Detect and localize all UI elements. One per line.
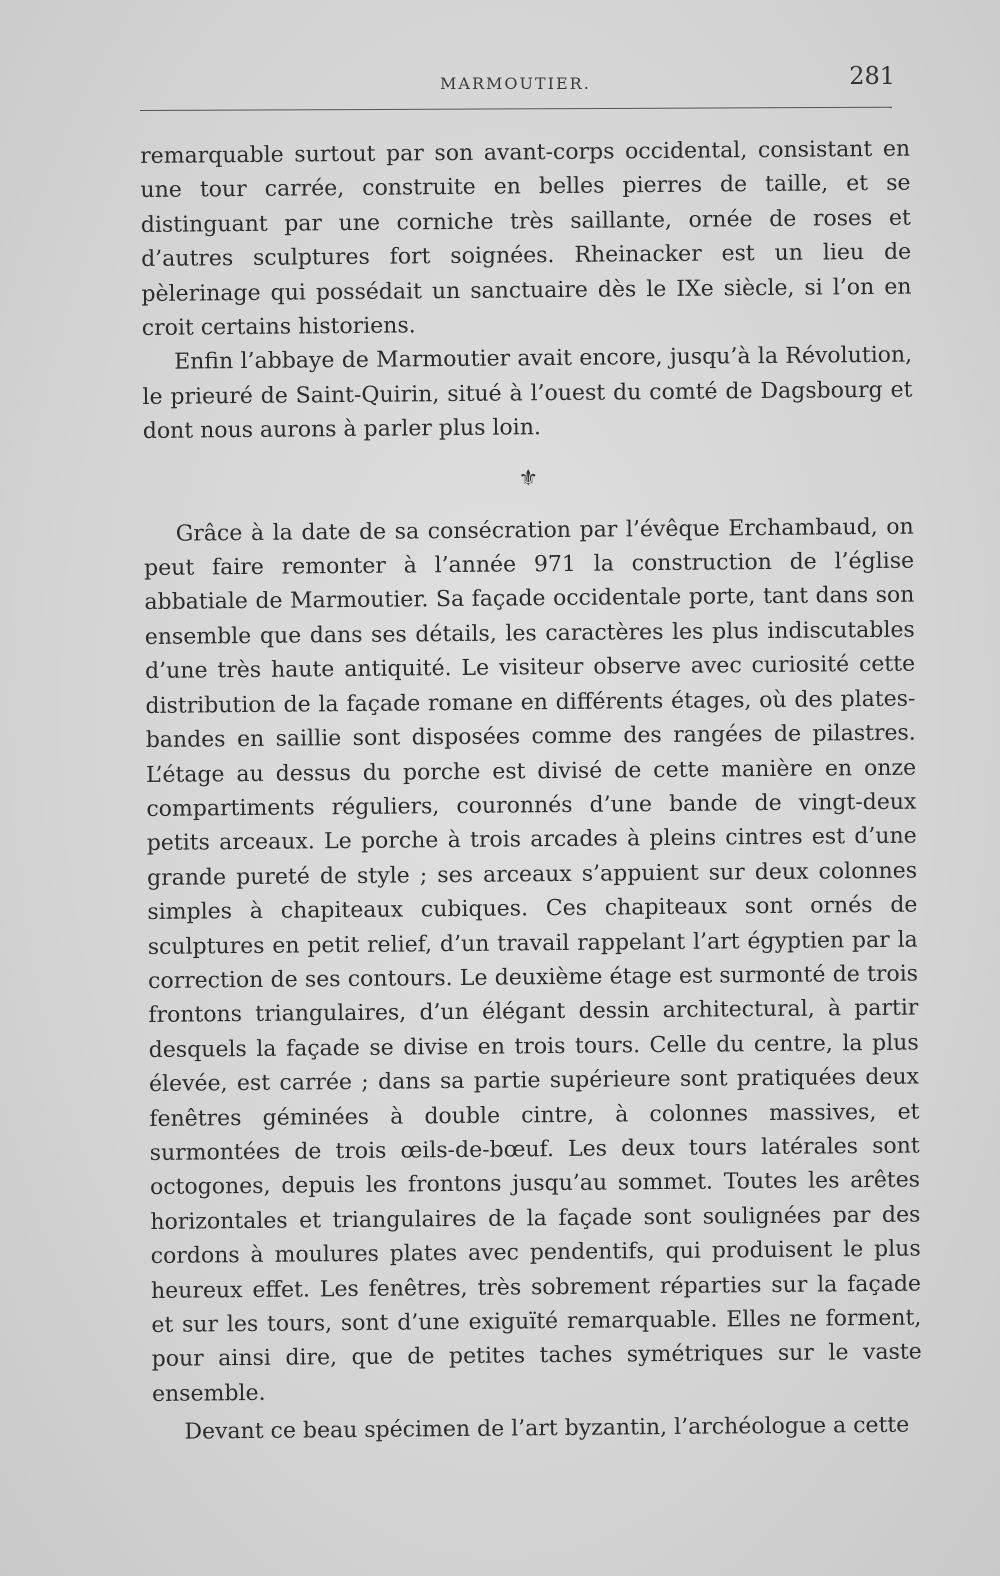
section-ornament-icon: ⚜ <box>518 465 539 492</box>
paragraph-saint-quirin: Enfin l’abbaye de Marmoutier avait encore, jusqu’à la Révolution, le prieuré de Saint-Quirin, situé à l’ouest du comté de Dagsbourg et dont nous aurons à parler plus loin. <box>142 343 913 445</box>
paragraph-continuation: remarquable surtout par son avant-corps occidental, consistant en une tour carrée, construite en belles pierres de taille, et se distinguant par une corniche très saillante, ornée de roses et d’autres sculptures fort soignées. Rheinacker est un lieu de pèlerinage qui possédait un sanctuaire dès le IXe siècle, si l’on en croit certains historiens. <box>140 136 912 342</box>
header-rule <box>140 107 892 111</box>
body-text <box>140 133 923 1451</box>
paragraph-facade: Grâce à la date de sa consécration par l’évêque Erchambaud, on peut faire remonter à l’année 971 la construction de l’église abbatiale de Marmoutier. Sa façade occidentale porte, tant dans son ensemble que dans ses détails, les caractères les plus indiscutables d’une très haute antiquité. Le visiteur observe avec curiosité cette distribution de la façade romane en différents étages, où des plates-bandes en saillie sont disposées comme des rangées de pilastres. L’étage au dessus du porche est divisé de cette manière en onze compartiments réguliers, couronnés d’une bande de vingt-deux petits arceaux. Le porche à trois arcades à pleins cintres est d’une grande pureté de style ; ses arceaux s’appuient sur deux colonnes simples à chapiteaux cubiques. Ces chapiteaux sont ornés de sculptures en petit relief, d’un travail rappelant l’art égyptien par la correction de ses contours. Le deuxième étage est surmonté de trois frontons triangulaires, d’un élégant dessin architectural, à partir desquels la façade se divise en trois tours. Celle du centre, la plus élevée, est carrée ; dans sa partie supérieure sont pratiquées deux fenêtres géminées à double cintre, à colonnes massives, et surmontées de trois œils-de-bœuf. Les deux tours latérales sont octogones, depuis les frontons jusqu’au sommet. Toutes les arêtes horizontales et triangulaires de la façade sont soulignées par des cordons à moulures plates avec pendentifs, qui produisent le plus heureux effet. Les fenêtres, très sobrement réparties sur la façade et sur les tours, sont d’une exiguïté remarquable. Elles ne forment, pour ainsi dire, que de petites taches symétriques sur le vaste ensemble. <box>143 514 922 1407</box>
paragraph-byzantin: Devant ce beau spécimen de l’art byzantin, l’archéologue a cette <box>184 1412 910 1445</box>
page-header <box>140 62 895 96</box>
page-number: 281 <box>849 62 895 90</box>
running-title: MARMOUTIER. <box>440 74 591 93</box>
